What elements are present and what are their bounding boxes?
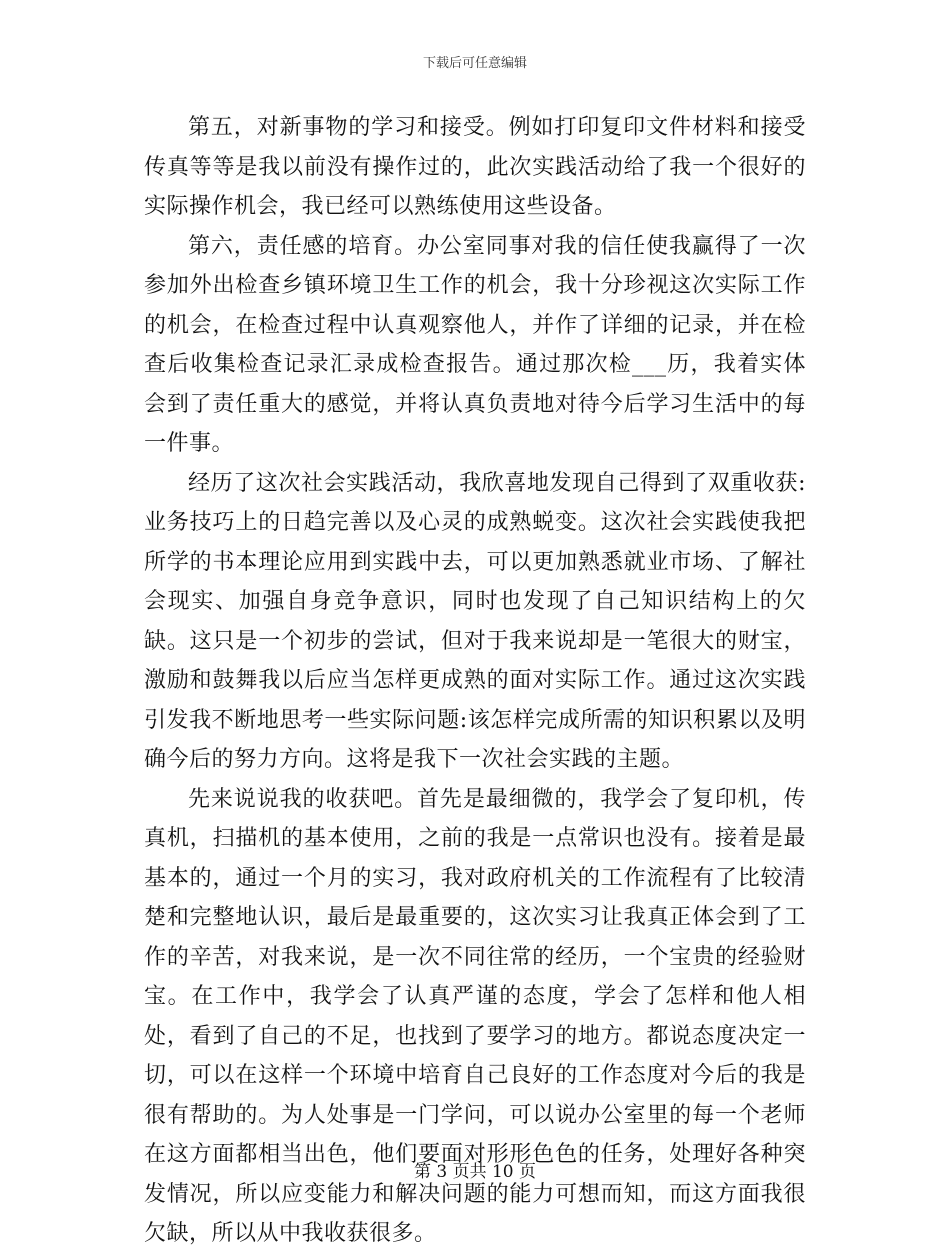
paragraph-fifth-point: 第五，对新事物的学习和接受。例如打印复印文件材料和接受传真等等是我以前没有操作过的，此次实践活动给了我一个很好的实际操作机会，我已经可以熟练使用这些设备。 xyxy=(144,115,806,219)
document-body xyxy=(144,108,806,1254)
page-footer: 第 3 页共 10 页 xyxy=(413,1162,537,1182)
paragraph-sixth-point: 第六，责任感的培育。办公室同事对我的信任使我赢得了一次参加外出检查乡镇环境卫生工作的机会，我十分珍视这次实际工作的机会，在检查过程中认真观察他人，并作了详细的记录，并在检查后收集检查记录汇录成检查报告。通过那次检___历，我着实体会到了责任重大的感觉，并将认真负责地对待今后学习生活中的每一件事。 xyxy=(144,233,806,456)
page-header: 下载后可任意编辑 xyxy=(422,56,527,71)
paragraph-my-gains: 先来说说我的收获吧。首先是最细微的，我学会了复印机，传真机，扫描机的基本使用，之前的我是一点常识也没有。接着是最基本的，通过一个月的实习，我对政府机关的工作流程有了比较清楚和完整地认识，最后是最重要的，这次实习让我真正体会到了工作的辛苦，对我来说，是一次不同往常的经历，一个宝贵的经验财宝。在工作中，我学会了认真严谨的态度，学会了怎样和他人相处，看到了自己的不足，也找到了要学习的地方。都说态度决定一切，可以在这样一个环境中培育自己良好的工作态度对今后的我是很有帮助的。为人处事是一门学问，可以说办公室里的每一个老师在这方面都相当出色，他们要面对形形色色的任务，处理好各种突发情况，所以应变能力和解决问题的能力可想而知，而这方面我很欠缺，所以从中我收获很多。 xyxy=(144,786,806,1246)
paragraph-double-harvest: 经历了这次社会实践活动，我欣喜地发现自己得到了双重收获:业务技巧上的日趋完善以及心灵的成熟蜕变。这次社会实践使我把所学的书本理论应用到实践中去，可以更加熟悉就业市场、了解社会现实、加强自身竞争意识，同时也发现了自己知识结构上的欠缺。这只是一个初步的尝试，但对于我来说却是一笔很大的财宝，激励和鼓舞我以后应当怎样更成熟的面对实际工作。通过这次实践引发我不断地思考一些实际问题:该怎样完成所需的知识积累以及明确今后的努力方向。这将是我下一次社会实践的主题。 xyxy=(144,470,806,772)
